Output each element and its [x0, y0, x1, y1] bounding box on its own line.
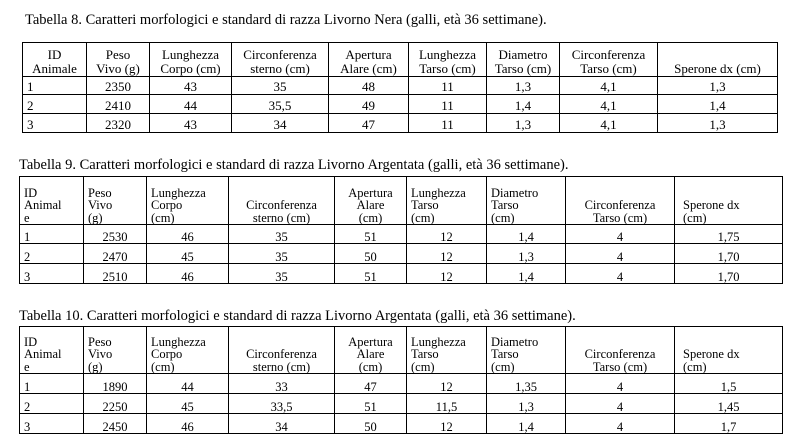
- table-cell: 4: [566, 394, 675, 414]
- table-cell: 2: [20, 244, 84, 264]
- table-cell: 1,4: [487, 95, 560, 114]
- header-cell: [675, 327, 783, 374]
- table-cell: 1890: [84, 374, 147, 394]
- table-cell: 1,5: [675, 374, 783, 394]
- table-cell: 34: [229, 414, 335, 434]
- table-cell: 1,4: [658, 95, 778, 114]
- table-cell: 3: [23, 114, 87, 133]
- table-row: [23, 114, 778, 133]
- header-cell: [487, 327, 566, 374]
- table-cell: 1,70: [675, 244, 783, 264]
- header-cell: [229, 177, 335, 225]
- table-cell: 47: [329, 114, 409, 133]
- table-cell: 12: [407, 414, 487, 434]
- table-cell: 33: [229, 374, 335, 394]
- table-header-row: [23, 43, 778, 77]
- table-cell: 1: [20, 225, 84, 244]
- header-apertura: Apertura Alare (cm): [348, 334, 393, 374]
- header-circ-sterno: Circonferenza sterno (cm): [246, 347, 317, 374]
- table-cell: 4,1: [560, 114, 658, 133]
- header-cell: [84, 327, 147, 374]
- table-cell: 1,3: [658, 77, 778, 95]
- header-cell: [407, 177, 487, 225]
- table-cell: 1,35: [487, 374, 566, 394]
- header-lunghezza-tarso: Lunghezza Tarso (cm): [411, 185, 466, 225]
- table-cell: 2470: [84, 244, 147, 264]
- table-row: [20, 264, 783, 284]
- table-cell: 51: [335, 264, 407, 284]
- header-diametro: Diametro Tarso (cm): [494, 47, 552, 76]
- table-row: [20, 244, 783, 264]
- header-cell: [229, 327, 335, 374]
- header-cell: [675, 177, 783, 225]
- table-cell: 45: [147, 394, 229, 414]
- header-cell: [335, 327, 407, 374]
- header-cell: [20, 177, 84, 225]
- table-cell: 35: [229, 244, 335, 264]
- header-lunghezza-tarso: Lunghezza Tarso (cm): [418, 47, 477, 76]
- table-cell: 11: [409, 77, 487, 95]
- table-row: [20, 414, 783, 434]
- header-cell: [84, 177, 147, 225]
- header-cell: [150, 43, 232, 77]
- table-cell: 1,7: [675, 414, 783, 434]
- header-cell: [147, 327, 229, 374]
- table-cell: 3: [20, 264, 84, 284]
- table-row: [23, 95, 778, 114]
- table-cell: 44: [147, 374, 229, 394]
- table-header-row: [20, 177, 783, 225]
- table-cell: 4,1: [560, 77, 658, 95]
- table-cell: 50: [335, 414, 407, 434]
- table-cell: 1,4: [487, 225, 566, 244]
- table-cell: 35,5: [232, 95, 329, 114]
- table-9: [19, 176, 783, 284]
- table-cell: 34: [232, 114, 329, 133]
- table-cell: 4: [566, 264, 675, 284]
- header-cell: [23, 43, 87, 77]
- header-cell: [87, 43, 150, 77]
- table-row: [20, 374, 783, 394]
- table-cell: 51: [335, 225, 407, 244]
- table-header-row: [20, 327, 783, 374]
- header-cell: [566, 177, 675, 225]
- table-cell: 46: [147, 225, 229, 244]
- table-cell: 2: [20, 394, 84, 414]
- table-row: [20, 225, 783, 244]
- table-cell: 46: [147, 414, 229, 434]
- table-cell: 45: [147, 244, 229, 264]
- table-row: [23, 77, 778, 95]
- table-cell: 2320: [87, 114, 150, 133]
- table-cell: 48: [329, 77, 409, 95]
- table-8: [22, 42, 778, 133]
- header-cell: [487, 43, 560, 77]
- table-cell: 35: [229, 225, 335, 244]
- table-cell: 50: [335, 244, 407, 264]
- table-cell: 35: [232, 77, 329, 95]
- table-cell: 2530: [84, 225, 147, 244]
- table-cell: 1: [20, 374, 84, 394]
- header-diametro: Diametro Tarso (cm): [491, 334, 539, 374]
- header-cell: [232, 43, 329, 77]
- table-cell: 47: [335, 374, 407, 394]
- header-apertura: Apertura Alare (cm): [340, 47, 397, 76]
- table-cell: 1,4: [487, 264, 566, 284]
- table-cell: 2450: [84, 414, 147, 434]
- table-row: [20, 394, 783, 414]
- table-cell: 12: [407, 264, 487, 284]
- table-cell: 11: [409, 95, 487, 114]
- header-cell: [407, 327, 487, 374]
- table-cell: 35: [229, 264, 335, 284]
- table-cell: 4: [566, 374, 675, 394]
- table-cell: 1,75: [675, 225, 783, 244]
- table-cell: 2350: [87, 77, 150, 95]
- header-id: ID Animal e: [24, 185, 62, 225]
- header-circ-tarso: Circonferenza Tarso (cm): [584, 347, 656, 374]
- header-lunghezza-corpo: Lunghezza Corpo (cm): [151, 185, 206, 225]
- header-cell: [147, 177, 229, 225]
- header-sperone: Sperone dx (cm): [683, 347, 740, 374]
- table-cell: 12: [407, 374, 487, 394]
- table-cell: 4: [566, 225, 675, 244]
- table-cell: 4,1: [560, 95, 658, 114]
- table-cell: 11: [409, 114, 487, 133]
- header-circ-sterno: Circonferenza sterno (cm): [243, 47, 317, 76]
- header-cell: [560, 43, 658, 77]
- table-cell: 49: [329, 95, 409, 114]
- table-cell: 2: [23, 95, 87, 114]
- header-apertura: Apertura Alare (cm): [348, 185, 393, 225]
- table-cell: 4: [566, 244, 675, 264]
- header-id: ID Animale: [32, 47, 77, 76]
- header-diametro: Diametro Tarso (cm): [491, 185, 539, 225]
- table-cell: 2250: [84, 394, 147, 414]
- header-circ-sterno: Circonferenza sterno (cm): [246, 198, 317, 225]
- header-lunghezza-tarso: Lunghezza Tarso (cm): [411, 334, 466, 374]
- table-cell: 12: [407, 244, 487, 264]
- table-cell: 1: [23, 77, 87, 95]
- header-lunghezza-corpo: Lunghezza Corpo (cm): [151, 334, 206, 374]
- table-cell: 1,3: [487, 77, 560, 95]
- header-sperone: Sperone dx (cm): [674, 61, 761, 76]
- table-cell: 46: [147, 264, 229, 284]
- table-cell: 2510: [84, 264, 147, 284]
- table-cell: 4: [566, 414, 675, 434]
- table-cell: 1,3: [487, 244, 566, 264]
- header-cell: [566, 327, 675, 374]
- header-circ-tarso: Circonferenza Tarso (cm): [584, 198, 656, 225]
- header-cell: [487, 177, 566, 225]
- table-9-caption: Tabella 9. Caratteri morfologici e standard di razza Livorno Argentata (galli, età 36 settimane).: [19, 157, 569, 173]
- header-cell: [20, 327, 84, 374]
- header-cell: [658, 43, 778, 77]
- table-cell: 1,3: [658, 114, 778, 133]
- table-cell: 33,5: [229, 394, 335, 414]
- table-8-caption: Tabella 8. Caratteri morfologici e standard di razza Livorno Nera (galli, età 36 settimane).: [25, 12, 547, 28]
- header-lunghezza-corpo: Lunghezza Corpo (cm): [160, 47, 221, 76]
- table-cell: 43: [150, 77, 232, 95]
- table-cell: 12: [407, 225, 487, 244]
- table-cell: 1,45: [675, 394, 783, 414]
- table-cell: 11,5: [407, 394, 487, 414]
- header-peso: Peso Vivo (g): [88, 334, 113, 374]
- table-cell: 1,3: [487, 114, 560, 133]
- header-cell: [329, 43, 409, 77]
- header-cell: [335, 177, 407, 225]
- table-10-caption: Tabella 10. Caratteri morfologici e standard di razza Livorno Argentata (galli, età 36 settimane).: [19, 308, 576, 324]
- header-peso: Peso Vivo (g): [96, 47, 140, 76]
- table-cell: 1,4: [487, 414, 566, 434]
- header-cell: [409, 43, 487, 77]
- table-cell: 2410: [87, 95, 150, 114]
- header-id: ID Animal e: [24, 334, 62, 374]
- header-peso: Peso Vivo (g): [88, 185, 113, 225]
- table-cell: 1,70: [675, 264, 783, 284]
- header-circ-tarso: Circonferenza Tarso (cm): [571, 47, 646, 76]
- table-cell: 44: [150, 95, 232, 114]
- table-cell: 3: [20, 414, 84, 434]
- table-10: [19, 326, 783, 434]
- table-cell: 51: [335, 394, 407, 414]
- header-sperone: Sperone dx (cm): [683, 198, 740, 225]
- table-cell: 43: [150, 114, 232, 133]
- table-cell: 1,3: [487, 394, 566, 414]
